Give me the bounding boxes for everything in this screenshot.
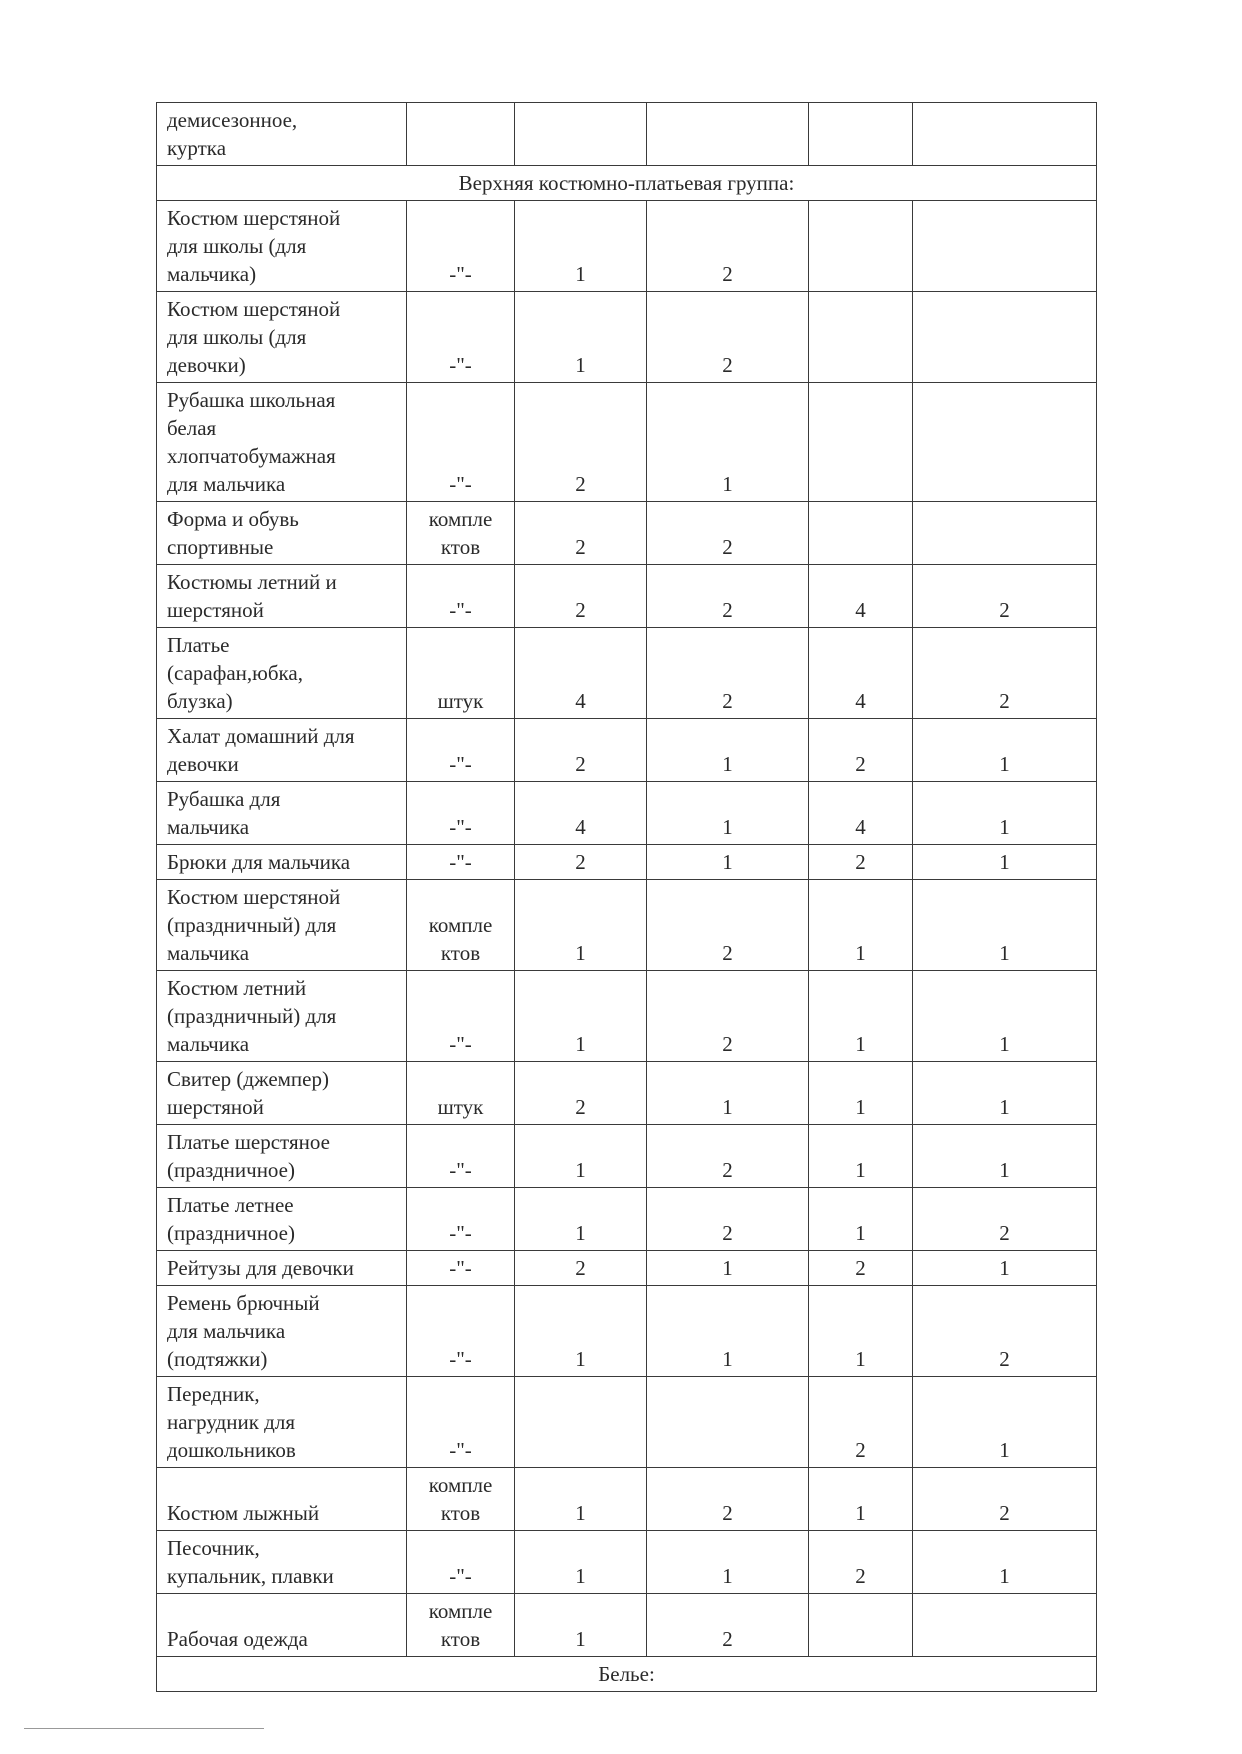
table-row: [157, 1062, 1097, 1125]
value-cell-2: 2: [647, 1594, 809, 1657]
value-cell-3: 2: [809, 719, 913, 782]
table-row: [157, 1125, 1097, 1188]
value-cell-1: 1: [515, 292, 647, 383]
clothing-norms-table: [156, 102, 1097, 1692]
item-name: Костюм шерстяной (праздничный) для мальчика: [157, 880, 407, 971]
bottom-rule: [24, 1728, 264, 1729]
table-row: [157, 971, 1097, 1062]
value-cell-1: 4: [515, 628, 647, 719]
value-cell-4: [913, 1594, 1097, 1657]
value-cell-3: [809, 292, 913, 383]
value-cell-2: 2: [647, 565, 809, 628]
value-cell-4: [913, 383, 1097, 502]
value-cell-2: 1: [647, 1286, 809, 1377]
value-cell-2: 2: [647, 502, 809, 565]
value-cell-2: 2: [647, 628, 809, 719]
value-cell-4: 1: [913, 782, 1097, 845]
value-cell-3: 2: [809, 1251, 913, 1286]
section-row-linen: [157, 1657, 1097, 1692]
value-cell-1: 2: [515, 383, 647, 502]
value-cell-4: 1: [913, 971, 1097, 1062]
value-cell-4: 2: [913, 628, 1097, 719]
value-cell-3: 1: [809, 1286, 913, 1377]
value-cell-3: 2: [809, 1531, 913, 1594]
item-name: Форма и обувь спортивные: [157, 502, 407, 565]
table-row: [157, 1377, 1097, 1468]
unit-cell: штук: [407, 1062, 515, 1125]
value-cell-1: 2: [515, 719, 647, 782]
value-cell-1: 4: [515, 782, 647, 845]
value-cell-2: 1: [647, 383, 809, 502]
value-cell-2: 1: [647, 1062, 809, 1125]
item-name: Брюки для мальчика: [157, 845, 407, 880]
value-cell-4: 2: [913, 565, 1097, 628]
value-cell-2: 1: [647, 719, 809, 782]
value-cell-1: 1: [515, 1188, 647, 1251]
value-cell-1: 2: [515, 1062, 647, 1125]
value-cell-1: 1: [515, 1594, 647, 1657]
item-name: Платье (сарафан,юбка, блузка): [157, 628, 407, 719]
value-cell-2: 2: [647, 1125, 809, 1188]
section-heading-linen: Белье:: [157, 1657, 1097, 1692]
value-cell-2: 2: [647, 1468, 809, 1531]
value-cell-3: [809, 1594, 913, 1657]
unit-cell: компле ктов: [407, 1594, 515, 1657]
table-row: [157, 628, 1097, 719]
item-name: Костюм шерстяной для школы (для мальчика): [157, 201, 407, 292]
value-cell-2: 1: [647, 1251, 809, 1286]
value-cell-1: 1: [515, 1125, 647, 1188]
unit-cell: -"-: [407, 782, 515, 845]
value-cell-1: 2: [515, 502, 647, 565]
value-cell-2: 1: [647, 1531, 809, 1594]
value-cell-4: 2: [913, 1286, 1097, 1377]
value-cell-2: 1: [647, 845, 809, 880]
unit-cell: -"-: [407, 383, 515, 502]
value-cell-4: [913, 201, 1097, 292]
section-heading-outerwear: Верхняя костюмно-платьевая группа:: [157, 166, 1097, 201]
value-cell-3: 1: [809, 1188, 913, 1251]
unit-cell: -"-: [407, 1531, 515, 1594]
table-row-top: [157, 103, 1097, 166]
value-cell-3: [809, 201, 913, 292]
value-cell-3: 1: [809, 1062, 913, 1125]
item-name: Халат домашний для девочки: [157, 719, 407, 782]
item-name: Рейтузы для девочки: [157, 1251, 407, 1286]
value-cell-3: 1: [809, 1125, 913, 1188]
unit-cell: -"-: [407, 201, 515, 292]
item-name: демисезонное, куртка: [157, 103, 407, 166]
unit-cell: компле ктов: [407, 880, 515, 971]
table-row: [157, 1286, 1097, 1377]
value-cell-3: 1: [809, 1468, 913, 1531]
value-cell-2: 2: [647, 971, 809, 1062]
value-cell-4: [913, 502, 1097, 565]
value-cell-3: 4: [809, 628, 913, 719]
value-cell-4: 1: [913, 1377, 1097, 1468]
unit-cell: -"-: [407, 1286, 515, 1377]
table-row: [157, 292, 1097, 383]
value-cell-2: 2: [647, 201, 809, 292]
value-cell-4: 2: [913, 1188, 1097, 1251]
value-cell-1: 2: [515, 1251, 647, 1286]
unit-cell: -"-: [407, 565, 515, 628]
value-cell-2: [647, 1377, 809, 1468]
value-cell-4: [913, 292, 1097, 383]
unit-cell: -"-: [407, 1125, 515, 1188]
item-name: Костюмы летний и шерстяной: [157, 565, 407, 628]
value-cell-1: 2: [515, 845, 647, 880]
value-cell-1: 1: [515, 971, 647, 1062]
value-cell-1: 1: [515, 1468, 647, 1531]
table-row: [157, 383, 1097, 502]
value-cell-2: 2: [647, 292, 809, 383]
item-name: Рабочая одежда: [157, 1594, 407, 1657]
table-row: [157, 1251, 1097, 1286]
unit-cell: штук: [407, 628, 515, 719]
table-row: [157, 880, 1097, 971]
table-row: [157, 502, 1097, 565]
value-cell-2: 2: [647, 1188, 809, 1251]
item-name: Свитер (джемпер) шерстяной: [157, 1062, 407, 1125]
item-name: Платье летнее (праздничное): [157, 1188, 407, 1251]
table-row: [157, 845, 1097, 880]
value-cell-3: [809, 502, 913, 565]
item-rows: [157, 201, 1097, 1657]
item-name: Ремень брючный для мальчика (подтяжки): [157, 1286, 407, 1377]
table-row: [157, 1188, 1097, 1251]
item-name: Костюм шерстяной для школы (для девочки): [157, 292, 407, 383]
value-cell-4: 1: [913, 1062, 1097, 1125]
value-cell-4: 1: [913, 1125, 1097, 1188]
unit-cell: -"-: [407, 1251, 515, 1286]
value-cell-1: 1: [515, 201, 647, 292]
value-cell-1: 2: [515, 565, 647, 628]
unit-cell: -"-: [407, 1377, 515, 1468]
table-row: [157, 1468, 1097, 1531]
unit-cell: -"-: [407, 845, 515, 880]
value-cell-4: 2: [913, 1468, 1097, 1531]
value-cell-1: 1: [515, 1531, 647, 1594]
unit-cell: компле ктов: [407, 1468, 515, 1531]
value-cell-1: [515, 1377, 647, 1468]
value-cell-4: 1: [913, 845, 1097, 880]
table-row: [157, 201, 1097, 292]
value-cell-4: 1: [913, 719, 1097, 782]
value-cell-3: 1: [809, 880, 913, 971]
table-row: [157, 782, 1097, 845]
item-name: Передник, нагрудник для дошкольников: [157, 1377, 407, 1468]
unit-cell: -"-: [407, 292, 515, 383]
table-row: [157, 1594, 1097, 1657]
value-cell-2: 2: [647, 880, 809, 971]
value-cell-1: 1: [515, 880, 647, 971]
value-cell-2: 1: [647, 782, 809, 845]
table-row: [157, 565, 1097, 628]
value-cell-3: 4: [809, 782, 913, 845]
table-row: [157, 1531, 1097, 1594]
value-cell-4: 1: [913, 880, 1097, 971]
value-cell-3: 4: [809, 565, 913, 628]
value-cell-3: 2: [809, 845, 913, 880]
unit-cell: -"-: [407, 1188, 515, 1251]
value-cell-4: 1: [913, 1251, 1097, 1286]
value-cell-3: 2: [809, 1377, 913, 1468]
item-name: Костюм летний (праздничный) для мальчика: [157, 971, 407, 1062]
item-name: Платье шерстяное (праздничное): [157, 1125, 407, 1188]
value-cell-3: 1: [809, 971, 913, 1062]
section-row-outerwear: [157, 166, 1097, 201]
table-row: [157, 719, 1097, 782]
item-name: Костюм лыжный: [157, 1468, 407, 1531]
value-cell-4: 1: [913, 1531, 1097, 1594]
item-name: Рубашка школьная белая хлопчатобумажная для мальчика: [157, 383, 407, 502]
value-cell-3: [809, 383, 913, 502]
item-name: Рубашка для мальчика: [157, 782, 407, 845]
unit-cell: -"-: [407, 719, 515, 782]
value-cell-1: 1: [515, 1286, 647, 1377]
unit-cell: -"-: [407, 971, 515, 1062]
item-name: Песочник, купальник, плавки: [157, 1531, 407, 1594]
unit-cell: компле ктов: [407, 502, 515, 565]
